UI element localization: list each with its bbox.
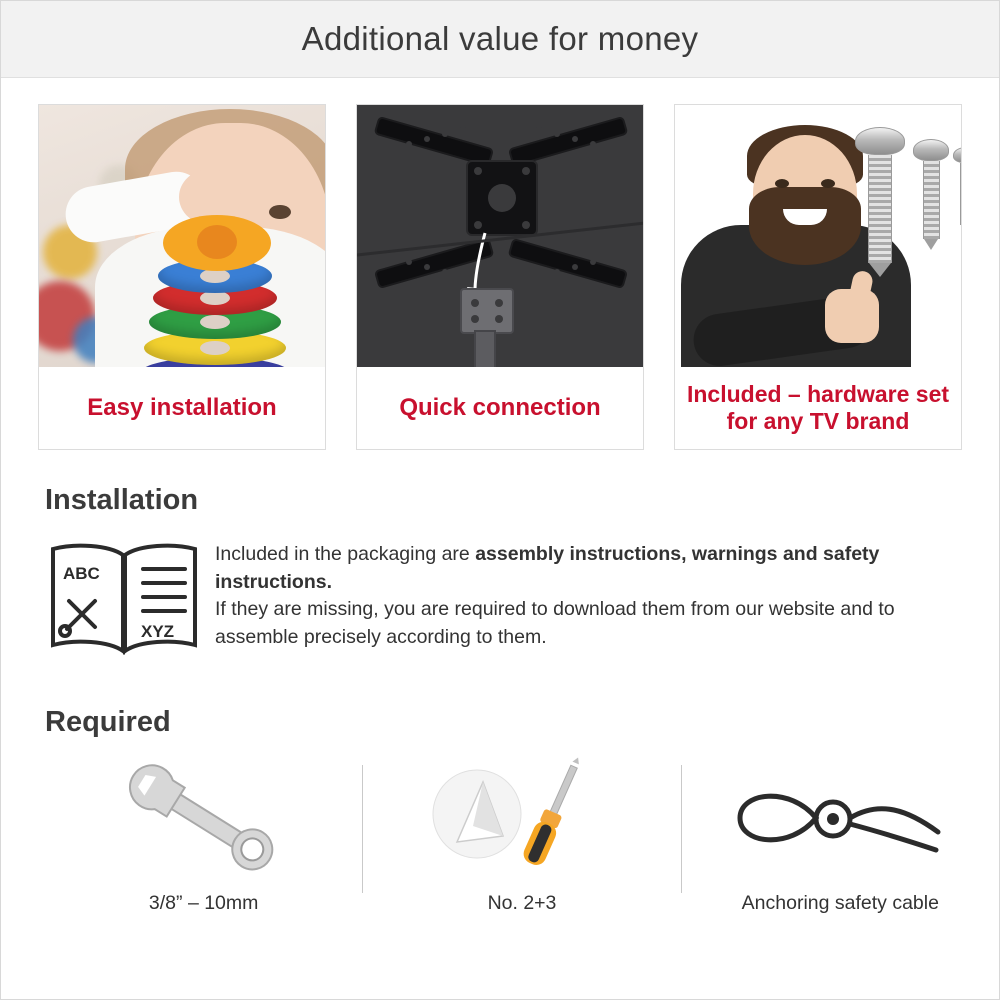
required-item-label: 3/8” – 10mm <box>148 892 259 914</box>
open-manual-book-icon <box>45 535 215 662</box>
installation-paragraph-1-prefix: Included in the packaging are <box>215 543 476 565</box>
installation-paragraph-1-bold: assembly instructions, warnings and safety instructions. <box>215 543 880 593</box>
feature-card-caption: Easy installation <box>87 393 277 421</box>
required-item-wrench <box>45 761 362 915</box>
baby-stacking-rings-photo <box>39 105 325 367</box>
installation-section <box>45 484 999 662</box>
required-section <box>45 706 999 915</box>
screw-small-icon <box>953 147 961 234</box>
tv-bracket-diagram <box>357 105 643 367</box>
feature-card-quick-connection <box>356 104 644 450</box>
bracket-svg <box>357 105 643 367</box>
feature-card-easy-installation <box>38 104 326 450</box>
combination-wrench-icon <box>104 761 304 881</box>
screwdriver-icon <box>417 761 627 881</box>
feature-card-hardware-set <box>674 104 962 450</box>
svg-text:XYZ: XYZ <box>141 622 175 641</box>
page-title: Additional value for money <box>301 20 699 57</box>
page-header <box>1 1 999 78</box>
required-item-safety-cable <box>682 761 999 915</box>
man-thumbs-up-screws-photo <box>675 105 961 367</box>
feature-card-caption: Included – hardware set for any TV brand <box>686 380 950 434</box>
installation-text <box>215 535 915 662</box>
feature-card-row <box>1 104 999 450</box>
installation-title: Installation <box>45 484 199 516</box>
feature-card-caption: Quick connection <box>399 393 601 421</box>
required-item-screwdriver <box>363 761 680 915</box>
screw-large-icon <box>855 127 905 277</box>
screw-medium-icon <box>913 139 949 250</box>
required-items-row <box>45 761 999 915</box>
svg-text:ABC: ABC <box>63 564 100 583</box>
required-item-label: Anchoring safety cable <box>741 892 939 914</box>
required-title: Required <box>45 706 171 738</box>
installation-paragraph-2: If they are missing, you are required to download them from our website and to assemble precisely according to them. <box>215 598 895 649</box>
safety-cable-icon <box>730 761 950 881</box>
required-item-label: No. 2+3 <box>487 892 557 914</box>
